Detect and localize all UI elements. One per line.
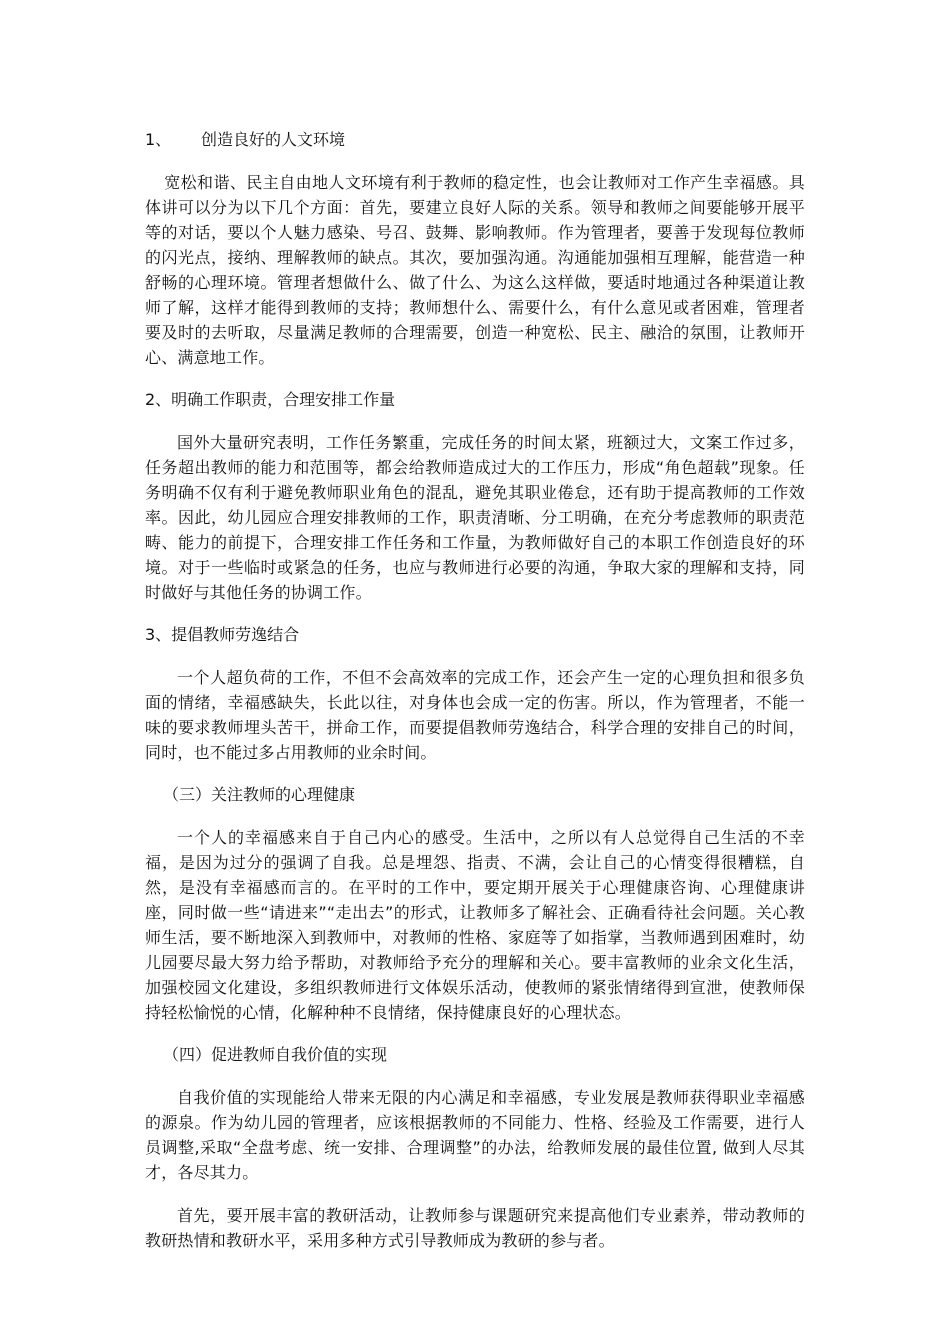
section-title: 创造良好的人文环境 xyxy=(201,130,346,149)
section-heading-4: （三）关注教师的心理健康 xyxy=(163,785,356,804)
paragraph: 一个人的幸福感来自于自己内心的感受。生活中，之所以有人总觉得自己生活的不幸福，是因为过分的强调了自我。总是埋怨、指责、不满，会让自己的心情变得很糟糕，自然，是没有幸福感而言的。在平时的工作中，要定期开展关于心理健康咨询、心理健康讲座，同时做一些“请进来”“走出去”的形式，让教师多了解社会、正确看待社会问题。关心教师生活，要不断地深入到教师中，对教师的性格、家庭等了如指掌，当教师遇到困难时，幼儿园要尽最大努力给予帮助，对教师给予充分的理解和关心。要丰富教师的业余文化生活，加强校园文化建设，多组织教师进行文体娱乐活动，使教师的紧张情绪得到宣泄，使教师保持轻松愉悦的心情，化解种种不良情绪，保持健康良好的心理状态。 xyxy=(145,828,805,1022)
section-heading-2: 2、明确工作职责，合理安排工作量 xyxy=(145,390,396,409)
section-heading-3: 3、提倡教师劳逸结合 xyxy=(145,625,300,644)
paragraph: 自我价值的实现能给人带来无限的内心满足和幸福感，专业发展是教师获得职业幸福感的源泉。作为幼儿园的管理者，应该根据教师的不同能力、性格、经验及工作需要，进行人员调整,采取“全盘考虑、统一安排、合理调整”的办法，给教师发展的最佳位置, 做到人尽其才，各尽其力。 xyxy=(145,1088,805,1182)
section-heading-5: （四）促进教师自我价值的实现 xyxy=(163,1045,388,1064)
paragraph: 一个人超负荷的工作，不但不会高效率的完成工作，还会产生一定的心理负担和很多负面的情绪，幸福感缺失，长此以往，对身体也会成一定的伤害。所以，作为管理者，不能一味的要求教师埋头苦干，拼命工作，而要提倡教师劳逸结合，科学合理的安排自己的时间，同时，也不能过多占用教师的业余时间。 xyxy=(145,668,805,762)
paragraph: 首先，要开展丰富的教研活动，让教师参与课题研究来提高他们专业素养，带动教师的教研热情和教研水平，采用多种方式引导教师成为教研的参与者。 xyxy=(145,1206,805,1250)
section-number: 1、 xyxy=(145,130,172,149)
section-heading-1 xyxy=(145,128,805,152)
paragraph: 国外大量研究表明，工作任务繁重，完成任务的时间太紧，班额过大，文案工作过多，任务超出教师的能力和范围等，都会给教师造成过大的工作压力，形成“角色超载”现象。任务明确不仅有利于避免教师职业角色的混乱，避免其职业倦怠，还有助于提高教师的工作效率。因此，幼儿园应合理安排教师的工作，职责清晰、分工明确，在充分考虑教师的职责范畴、能力的前提下，合理安排工作任务和工作量，为教师做好自己的本职工作创造良好的环境。对于一些临时或紧急的任务，也应与教师进行必要的沟通，争取大家的理解和支持，同时做好与其他任务的协调工作。 xyxy=(145,433,805,602)
paragraph: 宽松和谐、民主自由地人文环境有利于教师的稳定性，也会让教师对工作产生幸福感。具体讲可以分为以下几个方面：首先，要建立良好人际的关系。领导和教师之间要能够开展平等的对话，要以个人魅力感染、号召、鼓舞、影响教师。作为管理者，要善于发现每位教师的闪光点，接纳、理解教师的缺点。其次，要加强沟通。沟通能加强相互理解，能营造一种舒畅的心理环境。管理者想做什么、做了什么、为这么这样做，要适时地通过各种渠道让教师了解，这样才能得到教师的支持；教师想什么、需要什么，有什么意见或者困难，管理者要及时的去听取，尽量满足教师的合理需要，创造一种宽松、民主、融洽的氛围，让教师开心、满意地工作。 xyxy=(145,173,805,367)
document-page xyxy=(145,128,805,1271)
